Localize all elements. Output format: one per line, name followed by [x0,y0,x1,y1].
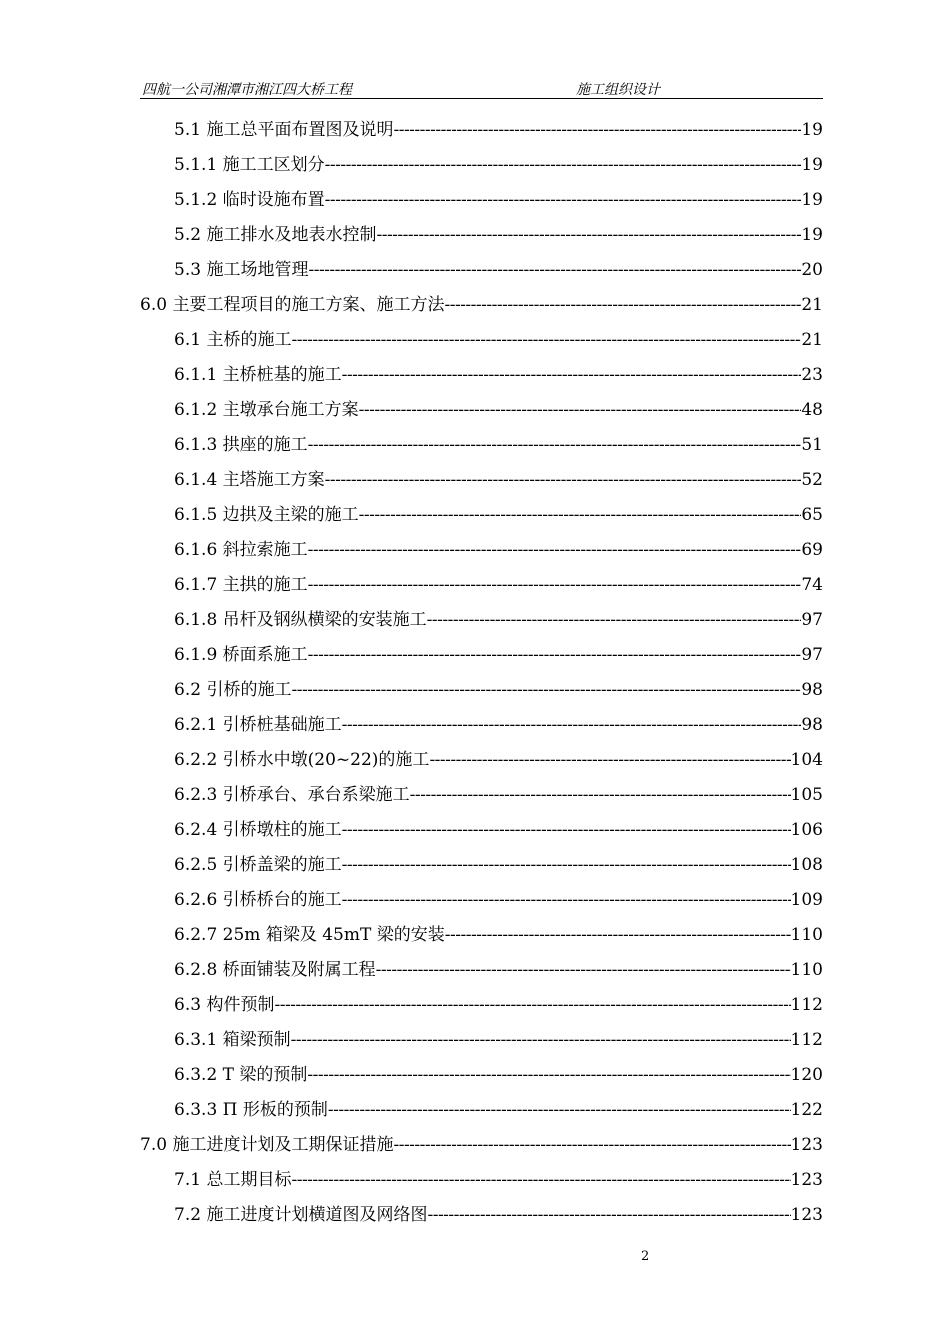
toc-entry-page: 19 [801,225,823,245]
toc-dot-leader [342,848,791,883]
toc-entry[interactable] [174,1058,823,1093]
toc-entry-title: 6.1.2 主墩承台施工方案 [174,400,359,420]
toc-entry-page: 69 [801,540,823,560]
toc-dot-leader [342,708,802,743]
toc-entry-page: 120 [790,1065,823,1085]
toc-entry-page: 122 [790,1100,823,1120]
toc-entry[interactable] [174,568,823,603]
toc-entry-title: 6.2.1 引桥桩基础施工 [174,715,342,735]
toc-dot-leader [325,183,802,218]
toc-entry[interactable] [174,253,823,288]
toc-entry-title: 6.0 主要工程项目的施工方案、施工方法 [140,295,445,315]
page-number: 2 [641,1249,650,1264]
toc-entry-title: 6.3.1 箱梁预制 [174,1030,291,1050]
toc-entry-title: 6.3.2 T 梁的预制 [174,1065,308,1085]
toc-entry[interactable] [174,883,823,918]
toc-entry[interactable] [174,1163,823,1198]
toc-dot-leader [274,988,790,1023]
toc-entry-page: 104 [790,750,823,770]
toc-entry-title: 6.2.8 桥面铺装及附属工程 [174,960,376,980]
toc-entry[interactable] [174,358,823,393]
toc-entry-title: 6.2.5 引桥盖梁的施工 [174,855,342,875]
toc-entry[interactable] [174,533,823,568]
toc-entry-page: 19 [801,120,823,140]
toc-dot-leader [427,1198,790,1233]
toc-dot-leader [429,743,790,778]
toc-entry-page: 108 [790,855,823,875]
toc-dot-leader [308,253,801,288]
toc-entry-page: 23 [801,365,823,385]
toc-dot-leader [291,323,801,358]
toc-entry-page: 110 [790,960,823,980]
toc-dot-leader [291,1023,791,1058]
toc-entry[interactable] [174,1023,823,1058]
toc-dot-leader [359,393,802,428]
toc-entry-title: 7.0 施工进度计划及工期保证措施 [140,1135,394,1155]
toc-entry[interactable] [174,1093,823,1128]
toc-entry[interactable] [174,113,823,148]
toc-entry[interactable] [174,1198,823,1233]
toc-entry[interactable] [174,638,823,673]
toc-entry[interactable] [174,953,823,988]
toc-entry-page: 109 [790,890,823,910]
toc-entry-title: 6.2.4 引桥墩柱的施工 [174,820,342,840]
toc-entry[interactable] [174,708,823,743]
header-project-title: 四航一公司湘潭市湘江四大桥工程 [142,82,352,98]
toc-dot-leader [308,638,802,673]
toc-dot-leader [342,358,802,393]
toc-entry-title: 6.1.4 主塔施工方案 [174,470,325,490]
toc-dot-leader [308,533,802,568]
toc-dot-leader [359,498,802,533]
toc-dot-leader [410,778,791,813]
toc-dot-leader [376,953,791,988]
toc-entry[interactable] [174,498,823,533]
page-header [140,76,823,99]
toc-entry-title: 6.1.1 主桥桩基的施工 [174,365,342,385]
toc-entry-title: 7.2 施工进度计划横道图及网络图 [174,1205,428,1225]
toc-entry-page: 98 [801,715,823,735]
toc-entry[interactable] [174,918,823,953]
toc-entry[interactable] [174,988,823,1023]
toc-dot-leader [376,218,801,253]
toc-entry-title: 6.2 引桥的施工 [174,680,292,700]
toc-dot-leader [291,1163,790,1198]
toc-entry[interactable] [174,778,823,813]
toc-entry-page: 52 [801,470,823,490]
toc-entry[interactable] [174,603,823,638]
toc-entry-page: 105 [790,785,823,805]
toc-dot-leader [325,148,802,183]
toc-entry[interactable] [174,673,823,708]
toc-entry-page: 123 [790,1205,823,1225]
toc-entry-page: 21 [801,295,823,315]
toc-dot-leader [342,883,791,918]
toc-dot-leader [393,1128,790,1163]
toc-entry-page: 19 [801,190,823,210]
toc-entry[interactable] [174,323,823,358]
toc-entry-page: 20 [801,260,823,280]
toc-entry[interactable] [174,428,823,463]
toc-dot-leader [308,428,802,463]
toc-entry-page: 97 [801,645,823,665]
toc-entry-page: 48 [801,400,823,420]
toc-entry-title: 6.2.7 25m 箱梁及 45mT 梁的安装 [174,925,445,945]
toc-entry-title: 6.1.9 桥面系施工 [174,645,308,665]
toc-entry-title: 5.2 施工排水及地表水控制 [174,225,377,245]
toc-entry-title: 6.1.5 边拱及主梁的施工 [174,505,359,525]
toc-dot-leader [445,918,791,953]
toc-entry-page: 51 [801,435,823,455]
toc-entry[interactable] [174,218,823,253]
toc-entry[interactable] [174,848,823,883]
toc-entry-title: 6.2.6 引桥桥台的施工 [174,890,342,910]
toc-entry[interactable] [174,463,823,498]
toc-dot-leader [427,603,802,638]
toc-entry-page: 106 [790,820,823,840]
toc-entry-page: 65 [801,505,823,525]
toc-entry-title: 7.1 总工期目标 [174,1170,292,1190]
toc-entry-title: 5.1.2 临时设施布置 [174,190,325,210]
toc-entry[interactable] [140,288,823,323]
toc-entry-title: 6.1.7 主拱的施工 [174,575,308,595]
toc-dot-leader [307,1058,790,1093]
toc-entry-page: 74 [801,575,823,595]
toc-entry-title: 6.2.2 引桥水中墩(20~22)的施工 [174,750,430,770]
toc-entry-title: 5.3 施工场地管理 [174,260,309,280]
toc-entry-title: 6.1.3 拱座的施工 [174,435,308,455]
toc-entry-page: 112 [790,995,823,1015]
toc-entry-page: 97 [801,610,823,630]
toc-entry[interactable] [174,813,823,848]
toc-entry[interactable] [174,393,823,428]
toc-dot-leader [328,1093,791,1128]
toc-entry-title: 6.3 构件预制 [174,995,275,1015]
toc-entry-title: 6.1.6 斜拉索施工 [174,540,308,560]
toc-entry-page: 123 [790,1135,823,1155]
toc-entry-page: 123 [790,1170,823,1190]
toc-entry-title: 5.1.1 施工工区划分 [174,155,325,175]
toc-entry-title: 6.1.8 吊杆及钢纵横梁的安装施工 [174,610,427,630]
toc-entry[interactable] [140,1128,823,1163]
toc-dot-leader [325,463,802,498]
toc-entry-title: 6.2.3 引桥承台、承台系梁施工 [174,785,410,805]
toc-entry[interactable] [174,148,823,183]
toc-entry-page: 112 [790,1030,823,1050]
toc-entry-page: 19 [801,155,823,175]
toc-dot-leader [393,113,801,148]
header-document-title: 施工组织设计 [576,82,660,98]
toc-dot-leader [342,813,791,848]
toc-dot-leader [291,673,801,708]
toc-dot-leader [444,288,801,323]
toc-entry-page: 21 [801,330,823,350]
toc-entry-title: 6.1 主桥的施工 [174,330,292,350]
toc-entry-title: 6.3.3 Π 形板的预制 [174,1100,328,1120]
toc-entry-title: 5.1 施工总平面布置图及说明 [174,120,394,140]
toc-entry-page: 98 [801,680,823,700]
toc-entry[interactable] [174,183,823,218]
toc-entry[interactable] [174,743,823,778]
toc-entry-page: 110 [790,925,823,945]
toc-dot-leader [308,568,802,603]
